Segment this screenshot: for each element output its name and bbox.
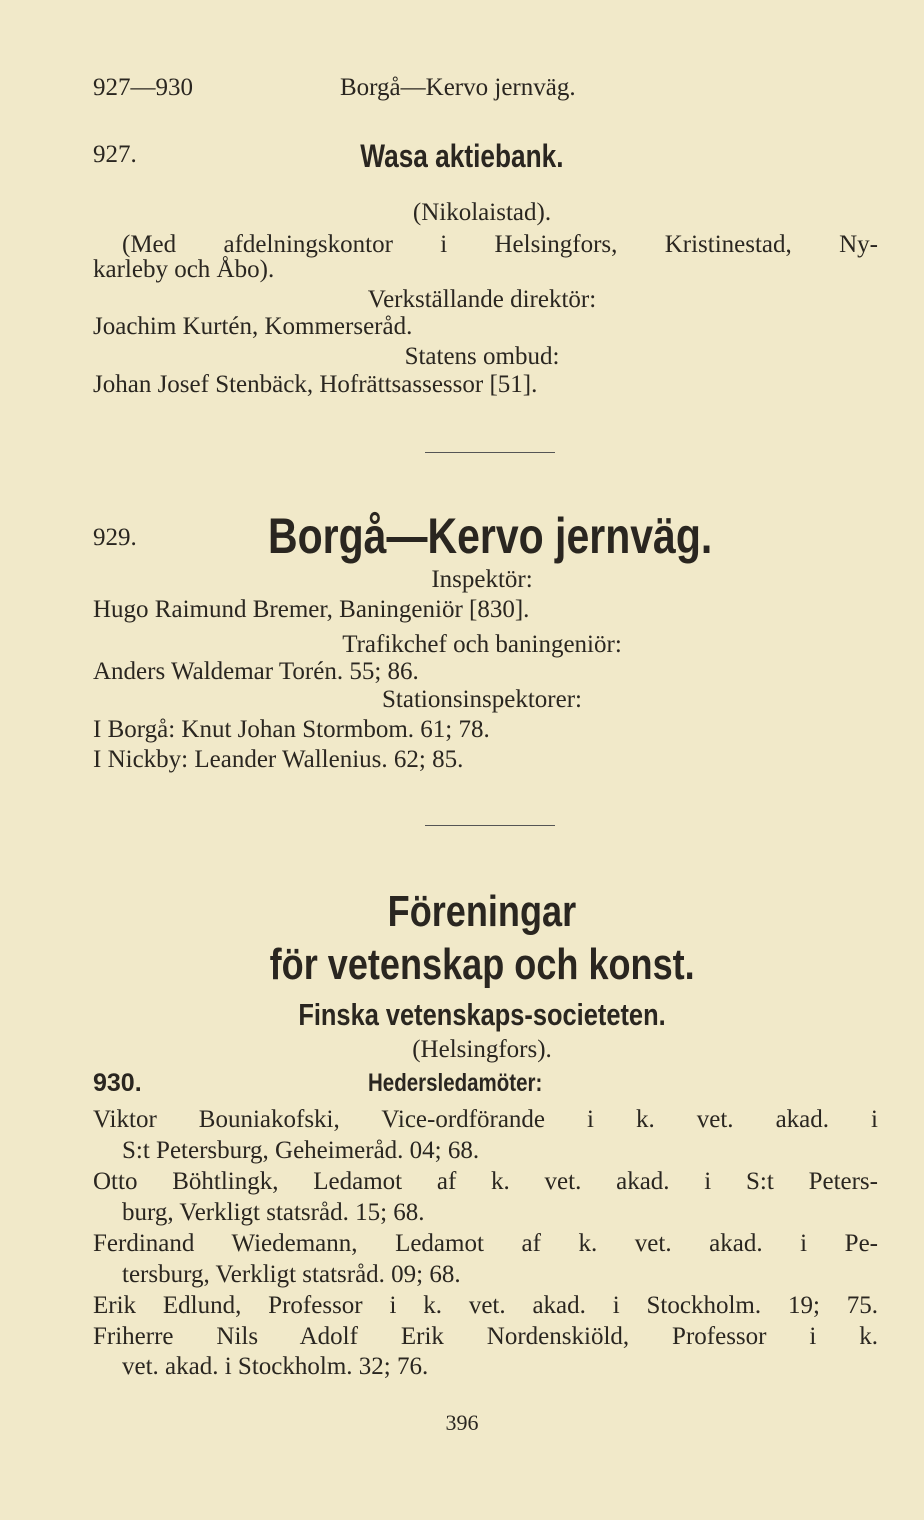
page-number: 396 (445, 1410, 479, 1435)
person-line: I Nickby: Leander Wallenius. 62; 85. (93, 746, 464, 773)
member-line: S:t Petersburg, Geheimeråd. 04; 68. (122, 1137, 480, 1164)
divider (425, 452, 555, 453)
member-line: Friherre Nils Adolf Erik Nordenskiöld, Professor i k. (93, 1323, 878, 1350)
section-subtitle: Finska vetenskaps-societeten. (298, 997, 666, 1032)
location: (Helsingfors). (412, 1036, 552, 1063)
person-line: I Borgå: Knut Johan Stormbom. 61; 78. (93, 716, 490, 743)
divider (425, 825, 555, 826)
role-heading: Verkställande direktör: (367, 286, 597, 313)
member-line: tersburg, Verkligt statsråd. 09; 68. (122, 1261, 461, 1288)
text-line: (Med afdelningskontor i Helsingfors, Kristinestad, Ny- (122, 231, 878, 258)
role-heading: Trafikchef och baningeniör: (342, 631, 622, 658)
role-heading: Statens ombud: (404, 343, 560, 370)
person-line: Johan Josef Stenbäck, Hofrättsassessor [51]. (93, 371, 538, 398)
page-range: 927—930 (93, 74, 193, 101)
member-line: Ferdinand Wiedemann, Ledamot af k. vet. akad. i Pe- (93, 1230, 878, 1257)
member-line: Erik Edlund, Professor i k. vet. akad. i Stockholm. 19; 75. (93, 1292, 878, 1319)
text-line: karleby och Åbo). (93, 256, 275, 283)
section-title: för vetenskap och konst. (269, 940, 695, 989)
person-line: Joachim Kurtén, Kommerseråd. (93, 313, 413, 340)
person-line: Hugo Raimund Bremer, Baningeniör [830]. (93, 596, 530, 623)
heading: Hedersledamöter: (368, 1069, 543, 1097)
entry-title: Borgå—Kervo jernväg. (268, 508, 713, 564)
entry-number: 930. (93, 1069, 142, 1097)
member-line: burg, Verkligt statsråd. 15; 68. (122, 1199, 425, 1226)
entry-title: Wasa aktiebank. (360, 138, 564, 174)
section-title: Föreningar (387, 887, 577, 936)
running-title: Borgå—Kervo jernväg. (340, 74, 576, 101)
entry-number: 927. (93, 141, 137, 168)
entry-number: 929. (93, 524, 137, 551)
member-line: vet. akad. i Stockholm. 32; 76. (122, 1353, 429, 1380)
person-line: Anders Waldemar Torén. 55; 86. (93, 658, 419, 685)
role-heading: Stationsinspektorer: (382, 686, 582, 713)
member-line: Viktor Bouniakofski, Vice-ordförande i k. vet. akad. i (93, 1106, 878, 1133)
member-line: Otto Böhtlingk, Ledamot af k. vet. akad. i S:t Peters- (93, 1168, 878, 1195)
location: (Nikolaistad). (412, 199, 552, 226)
role-heading: Inspektör: (431, 566, 533, 593)
